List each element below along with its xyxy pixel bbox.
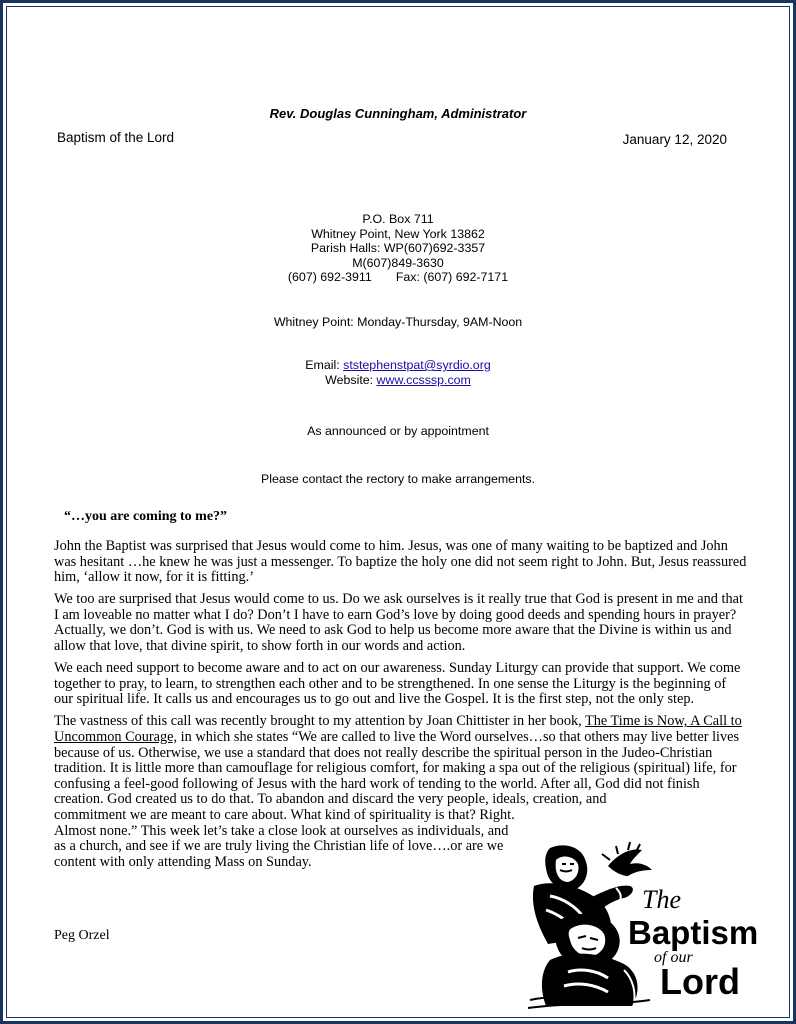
- baptism-artwork: [520, 840, 760, 1010]
- jesus-figure: [542, 914, 638, 1006]
- article-heading: “…you are coming to me?”: [64, 509, 228, 524]
- author-signature: Peg Orzel: [54, 928, 110, 943]
- article-paragraph-2: We too are surprised that Jesus would come to us. Do we ask ourselves is it really true that God is present in me and that I am loveable no matter what I do? Don’t I have to earn God’s love by doing good deeds and spending hours in prayer? Actually, we don’t. God is with us. We need to ask God to help us become more aware that the Divine is within us and allow that love, that divine spirit, to show forth in our words and action.: [54, 591, 743, 655]
- occasion-title: Baptism of the Lord: [57, 130, 175, 145]
- dove-icon: [602, 842, 652, 876]
- announced-note: As announced or by appointment: [307, 424, 489, 438]
- phone-fax: (607) 692-3911 Fax: (607) 692-7171: [287, 270, 509, 284]
- artwork-title-of-our: of our: [654, 949, 693, 966]
- article-paragraph-3: We each need support to become aware and to act on our awareness. Sunday Liturgy can provide that support. We come together to pray, to learn, to strengthen each other and to be strengthened. In one sense the Liturgy is the beginning of our spiritual life. It calls us and encourages us to go out and live the Gospel. It is the first step, not the only step.: [54, 660, 741, 708]
- parish-halls-phone: Parish Halls: WP(607)692-3357: [310, 241, 486, 255]
- article-paragraph-4: The vastness of this call was recently brought to my attention by Joan Chittister in her book, The Time is Now, A Call to Uncommon Courage, in which she states “We are called to live the Word ourselves…so that others may live better lives because of us. Otherwise, we use a standard that does not really describe the spiritual person in the Judeo-Christian tradition. It is little more than camouflage for religious comfort, for making a spa out of the religious (spiritual) life, for confusing a feel-good following of Jesus with the hard work of tending to the world. After all, God did not finish creation. God created us to do that. To abandon and discard the very people, ideals, creation, and commitment we are meant to care about. What kind of spirituality is that? Right. Almost none.” This week let’s take a close look at ourselves as individuals, and as a church, and see if we are truly living the Christian life of love….or are we content with only attending Mass on Sunday.: [54, 713, 742, 870]
- administrator-line: Rev. Douglas Cunningham, Administrator: [269, 106, 527, 121]
- book-title: The Time is Now, A Call to Uncommon Courage,: [54, 713, 742, 746]
- article-paragraph-1: John the Baptist was surprised that Jesus would come to him. Jesus, was one of many waiting to be baptized and John was hesitant …he knew he was just a messenger. To baptize the holy one did not seem right to John. But, Jesus reassured him, ‘allow it now, for it is fitting.’: [54, 538, 747, 586]
- city-line: Whitney Point, New York 13862: [311, 226, 485, 241]
- website-label: Website:: [325, 372, 377, 387]
- address-block: [0, 212, 796, 285]
- arrangements-note: Please contact the rectory to make arrangements.: [260, 472, 536, 486]
- artwork-title-baptism: Baptism: [628, 914, 759, 951]
- online-contact: [0, 358, 796, 387]
- article-body: [54, 539, 748, 877]
- m-phone: M(607)849-3630: [352, 255, 444, 270]
- website-link[interactable]: www.ccsssp.com: [376, 372, 471, 387]
- office-hours: Whitney Point: Monday-Thursday, 9AM-Noon: [273, 315, 523, 329]
- po-box: P.O. Box 711: [362, 212, 434, 226]
- artwork-title-lord: Lord: [660, 961, 740, 1002]
- bulletin-date: January 12, 2020: [622, 132, 727, 147]
- artwork-title-the: The: [642, 885, 681, 914]
- email-link[interactable]: ststephenstpat@syrdio.org: [343, 358, 491, 372]
- email-label: Email:: [305, 358, 344, 372]
